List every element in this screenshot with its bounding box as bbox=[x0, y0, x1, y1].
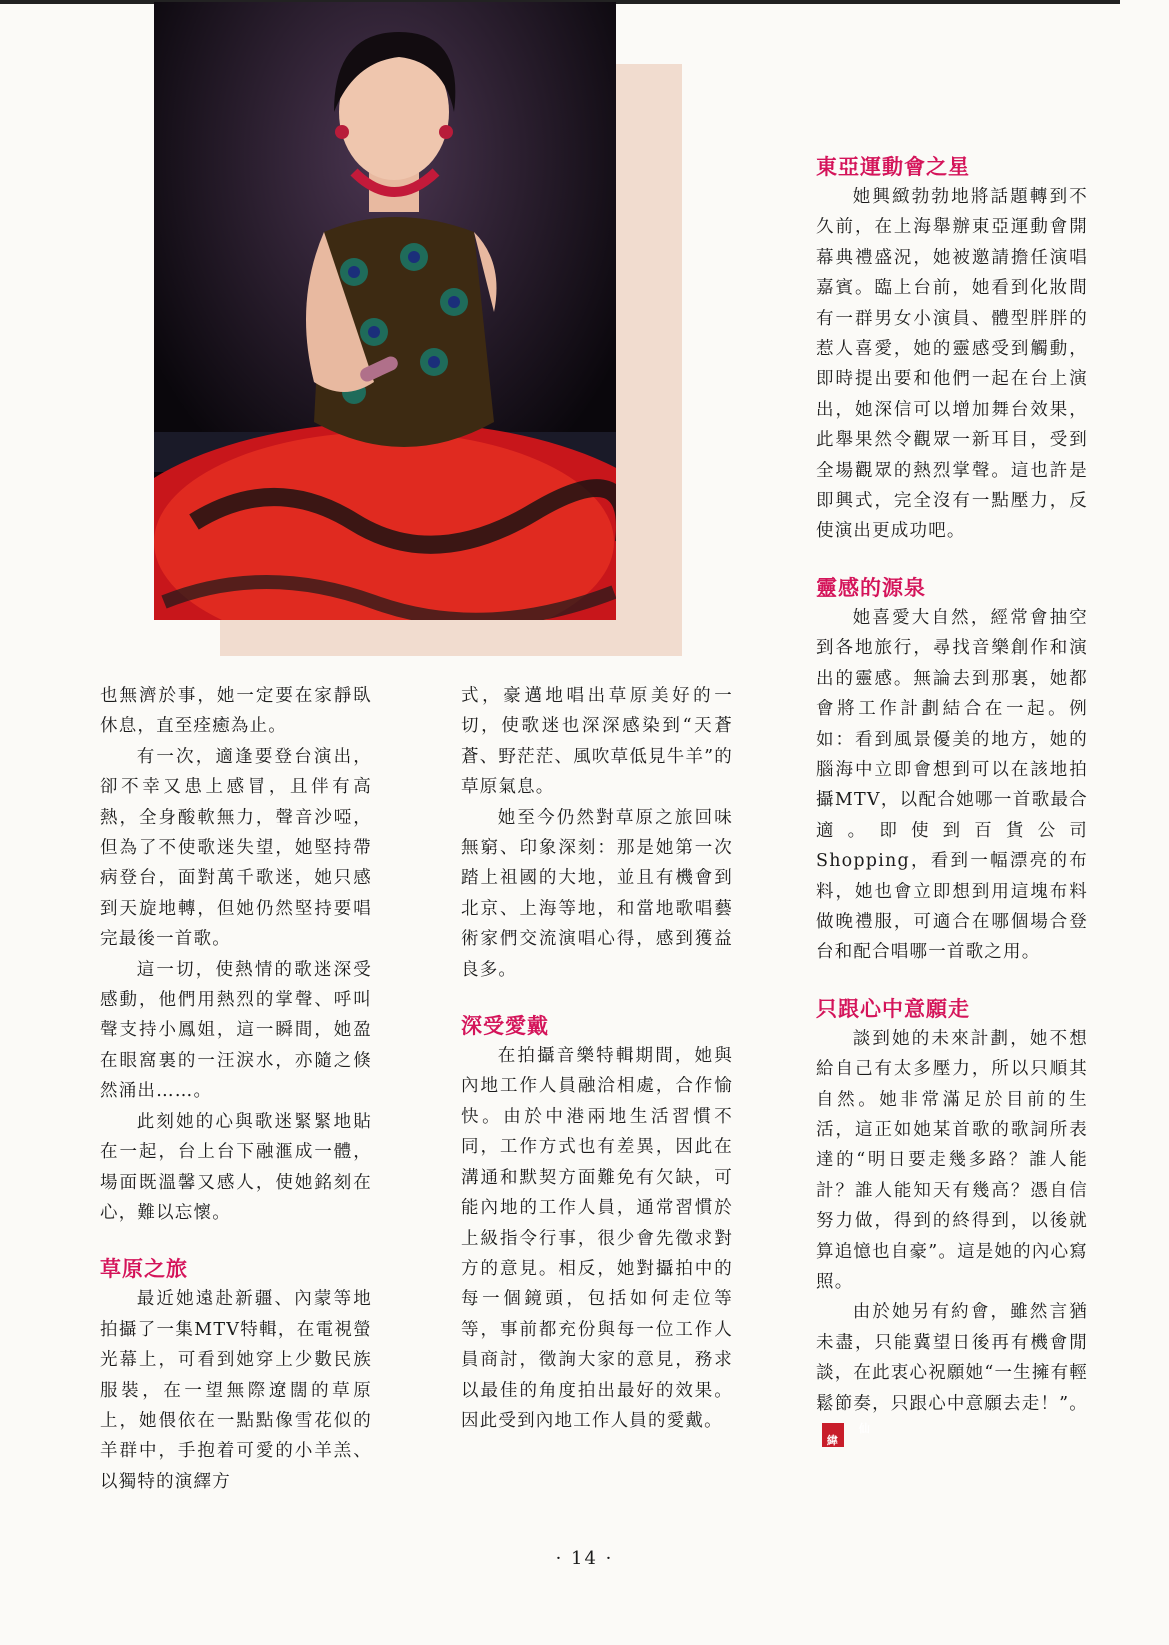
paragraph: 她興緻勃勃地將話題轉到不久前，在上海舉辦東亞運動會開幕典禮盛況，她被邀請擔任演唱嘉賓。臨上台前，她看到化妝間有一群男女小演員、體型胖胖的惹人喜愛，她的靈感受到觸動，即時提出要和他們一起在台上演出，她深信可以增加舞台效果，此舉果然令觀眾一新耳目，受到全場觀眾的熱烈掌聲。這也許是即興式，完全沒有一點壓力，反使演出更成功吧。 bbox=[816, 187, 1088, 542]
author-seal: 仙緯 bbox=[822, 1423, 844, 1447]
paragraph: 有一次，適逢要登台演出，卻不幸又患上感冒，且伴有高熱，全身酸軟無力，聲音沙啞，但為了不使歌迷失望，她堅持帶病登台，面對萬千歌迷，她只感到天旋地轉，但她仍然堅持要唱完最後一首歌。 bbox=[100, 746, 372, 950]
section-heading: 只跟心中意願走 bbox=[816, 996, 970, 1021]
paragraph: 此刻她的心與歌迷緊緊地貼在一起，台上台下融滙成一體，場面既溫馨又感人，使她銘刻在心，難以忘懷。 bbox=[100, 1111, 372, 1223]
paragraph: 最近她遠赴新疆、內蒙等地拍攝了一集MTV特輯，在電視螢光幕上，可看到她穿上少數民族服裝，在一望無際遼闊的草原上，她偎依在一點點像雪花似的羊群中，手抱着可愛的小羊羔、以獨特的演繹方 bbox=[100, 1289, 372, 1492]
column-middle bbox=[461, 681, 733, 1436]
paragraph: 她至今仍然對草原之旅回味無窮、印象深刻：那是她第一次踏上祖國的大地，並且有機會到北京、上海等地，和當地歌唱藝術家們交流演唱心得，感到獲益良多。 bbox=[461, 807, 733, 980]
page-number: · 14 · bbox=[555, 1548, 614, 1569]
section-heading: 草原之旅 bbox=[100, 1257, 188, 1282]
paragraph: 這一切，使熱情的歌迷深受感動，他們用熱烈的掌聲、呼叫聲支持小鳳姐，這一瞬間，她盈在眼窩裏的一汪淚水，亦隨之倏然涌出……。 bbox=[100, 959, 372, 1102]
paragraph: 式，豪邁地唱出草原美好的一切，使歌迷也深深感染到“天蒼蒼、野茫茫、風吹草低見牛羊”的草原氣息。 bbox=[461, 686, 733, 798]
column-left bbox=[100, 681, 372, 1497]
section-heading: 深受愛戴 bbox=[461, 1014, 549, 1039]
paragraph bbox=[816, 1297, 1088, 1449]
paragraph: 也無濟於事，她一定要在家靜臥休息，直至痊癒為止。 bbox=[100, 686, 372, 737]
section-heading: 靈感的源泉 bbox=[816, 575, 926, 600]
section-heading: 東亞運動會之星 bbox=[816, 155, 970, 179]
paragraph: 在拍攝音樂特輯期間，她與內地工作人員融洽相處，合作愉快。由於中港兩地生活習慣不同，工作方式也有差異，因此在溝通和默契方面難免有欠缺，可能內地的工作人員，通常習慣於上級指令行事，很少會先徵求對方的意見。相反，她對攝拍中的每一個鏡頭，包括如何走位等等，事前都充份與每一位工作人員商討，徵詢大家的意見，務求以最佳的角度拍出最好的效果。因此受到內地工作人員的愛戴。 bbox=[461, 1046, 733, 1431]
paragraph: 談到她的未來計劃，她不想給自己有太多壓力，所以只順其自然。她非常滿足於目前的生活，這正如她某首歌的歌詞所表達的“明日要走幾多路？誰人能計？誰人能知天有幾高？憑自信努力做，得到的終得到，以後就算追憶也自豪”。這是她的內心寫照。 bbox=[816, 1028, 1088, 1292]
column-right bbox=[816, 152, 1088, 1449]
paragraph: 她喜愛大自然，經常會抽空到各地旅行，尋找音樂創作和演出的靈感。無論去到那裏，她都會將工作計劃結合在一起。例如：看到風景優美的地方，她的腦海中立即會想到可以在該地拍攝MTV，以配合她哪一首歌最合適。即使到百貨公司Shopping，看到一幅漂亮的布料，她也會立即想到用這塊布料做晚禮服，可適合在哪個場合登台和配合唱哪一首歌之用。 bbox=[816, 607, 1088, 963]
closing-text: 由於她另有約會，雖然言猶未盡，只能冀望日後再有機會閒談，在此衷心祝願她“一生擁有輕鬆節奏，只跟心中意願去走！”。 bbox=[816, 1302, 1088, 1414]
performer-illustration bbox=[154, 2, 616, 620]
performer-photo bbox=[154, 2, 616, 620]
